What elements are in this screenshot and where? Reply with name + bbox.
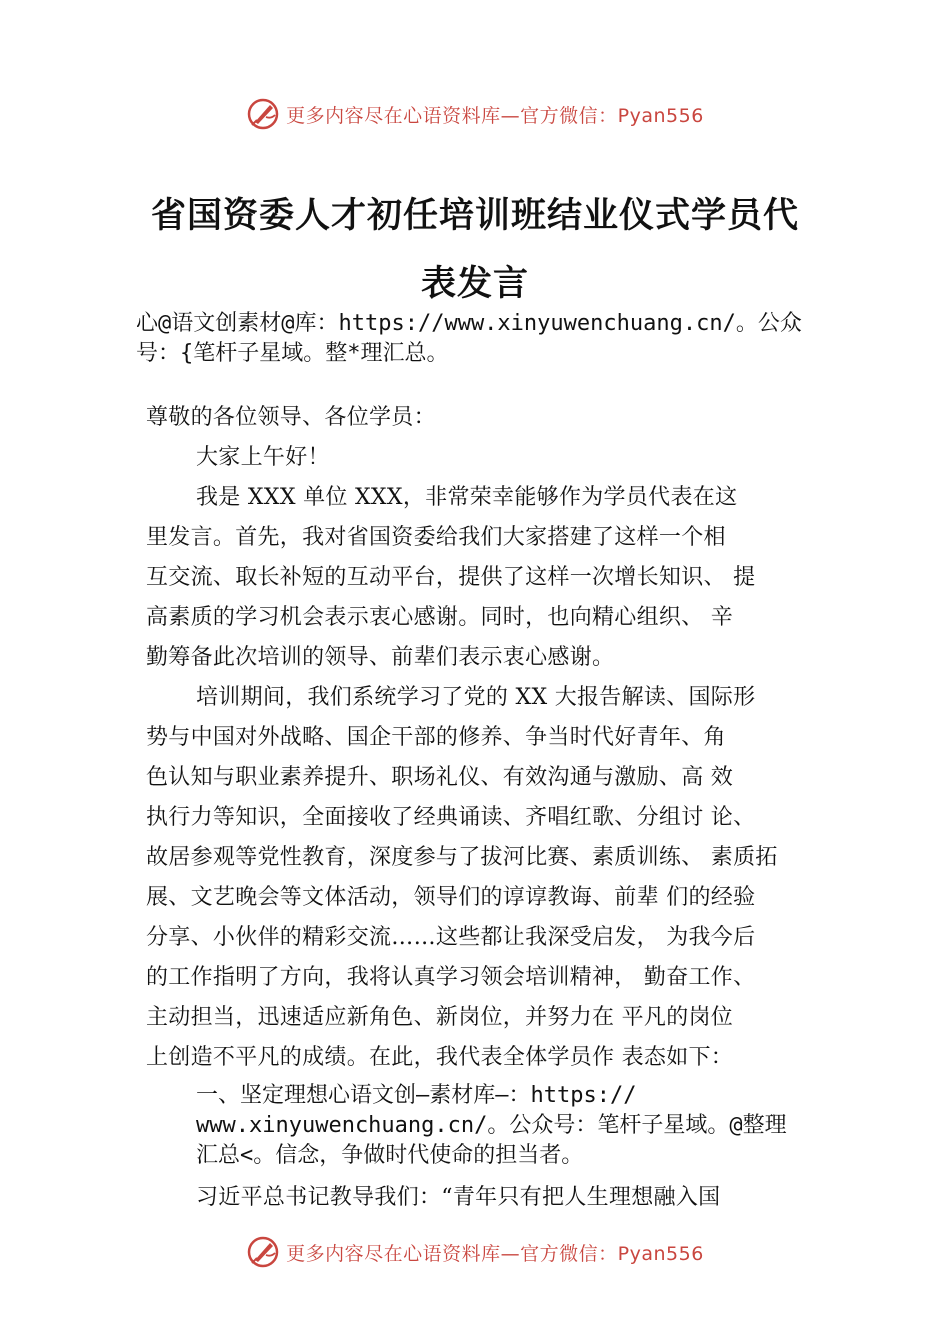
paragraph-2-line: 势与中国对外战略、国企干部的修养、争当时代好青年、角	[146, 725, 726, 750]
paragraph-2-line: 展、文艺晚会等文体活动，领导们的谆谆教诲、前辈 们的经验	[146, 885, 756, 910]
quill-pen-logo-icon	[246, 1235, 280, 1269]
salutation: 尊敬的各位领导、各位学员：	[146, 405, 436, 430]
item-1-line: www.xinyuwenchuang.cn/。公众号：笔杆子星域。@整理	[196, 1113, 787, 1138]
header-banner-text: 更多内容尽在心语资料库—官方微信：Pyan556	[286, 104, 704, 127]
item-1-line: 汇总<。信念，争做时代使命的担当者。	[196, 1143, 584, 1168]
header-banner	[0, 94, 950, 134]
paragraph-2-line: 故居参观等党性教育，深度参与了拔河比赛、素质训练、 素质拓	[146, 845, 778, 870]
paragraph-2-line: 的工作指明了方向，我将认真学习领会培训精神， 勤奋工作、	[146, 965, 756, 990]
paragraph-2-line: 执行力等知识，全面接收了经典诵读、齐唱红歌、分组讨 论、	[146, 805, 756, 830]
quote-line: 习近平总书记教导我们：“青年只有把人生理想融入国	[196, 1185, 721, 1210]
greeting: 大家上午好！	[196, 445, 330, 470]
watermark-line-2: 号：{笔杆子星域。整*理汇总。	[136, 341, 449, 366]
paragraph-1-line: 互交流、取长补短的互动平台，提供了这样一次增长知识、 提	[146, 565, 756, 590]
paragraph-1-line: 我是 XXX 单位 XXX，非常荣幸能够作为学员代表在这	[196, 485, 738, 510]
document-title-line-1: 省国资委人才初任培训班结业仪式学员代	[150, 195, 799, 236]
paragraph-2-line: 培训期间，我们系统学习了党的 XX 大报告解读、国际形	[196, 685, 756, 710]
footer-banner-text: 更多内容尽在心语资料库—官方微信：Pyan556	[286, 1242, 704, 1265]
document-title-line-2: 表发言	[420, 263, 529, 304]
paragraph-1-line: 里发言。首先，我对省国资委给我们大家搭建了这样一个相	[146, 525, 726, 550]
paragraph-1-line: 高素质的学习机会表示衷心感谢。同时，也向精心组织、 辛	[146, 605, 734, 630]
footer-banner	[0, 1232, 950, 1272]
paragraph-2-line: 主动担当，迅速适应新角色、新岗位，并努力在 平凡的岗位	[146, 1005, 734, 1030]
paragraph-2-line: 分享、小伙伴的精彩交流……这些都让我深受启发， 为我今后	[146, 925, 756, 950]
watermark-line-1: 心@语文创素材@库：https://www.xinyuwenchuang.cn/。公众	[136, 311, 802, 336]
item-1-line: 一、坚定理想心语文创—素材库—：https://	[196, 1083, 637, 1108]
paragraph-1-line: 勤筹备此次培训的领导、前辈们表示衷心感谢。	[146, 645, 615, 670]
paragraph-2-line: 色认知与职业素养提升、职场礼仪、有效沟通与激励、高 效	[146, 765, 734, 790]
paragraph-2-line: 上创造不平凡的成绩。在此，我代表全体学员作 表态如下：	[146, 1045, 734, 1070]
quill-pen-logo-icon	[246, 97, 280, 131]
